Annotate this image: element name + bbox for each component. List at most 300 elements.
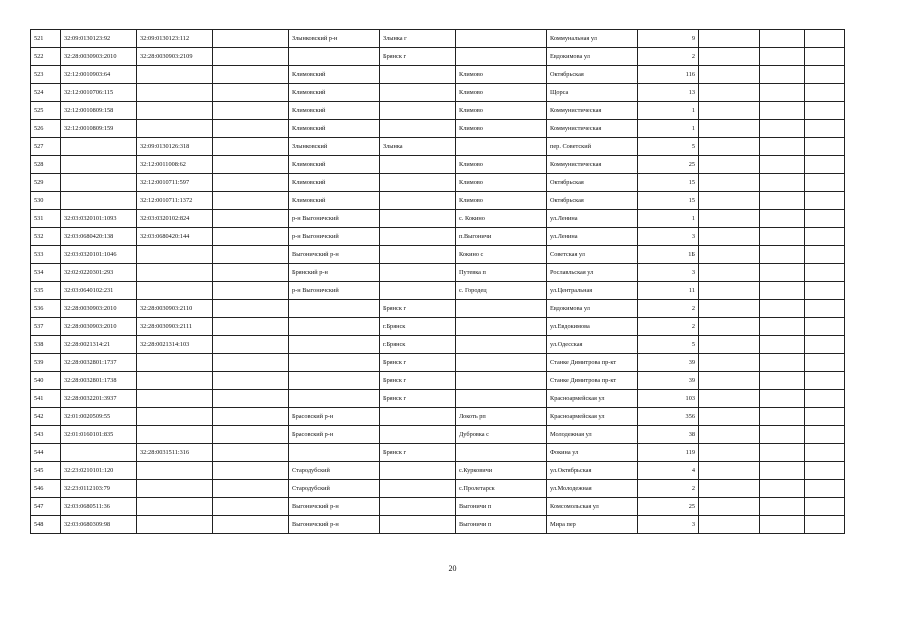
district-cell <box>289 300 380 318</box>
table-row <box>31 408 845 426</box>
cadastral-number-cell: 32:09:0130123:92 <box>61 30 137 48</box>
city-cell: Брянск г <box>380 354 456 372</box>
table-row <box>31 156 845 174</box>
street-cell: Молодежная ул <box>547 426 638 444</box>
cadastral-number-cell: 32:28:0030903:2010 <box>61 318 137 336</box>
extra-cell-1 <box>699 372 760 390</box>
house-number-cell: 25 <box>638 156 699 174</box>
house-number-cell: 11 <box>638 282 699 300</box>
district-cell: Злынковский р-н <box>289 30 380 48</box>
house-number-cell: 15 <box>638 192 699 210</box>
street-cell: ул.Молодежная <box>547 480 638 498</box>
locality-cell <box>456 354 547 372</box>
locality-cell <box>456 300 547 318</box>
extra-cell-3 <box>805 318 845 336</box>
extra-cadastral-cell <box>213 30 289 48</box>
extra-cell-2 <box>760 264 805 282</box>
district-cell: р-н Выгоничский <box>289 282 380 300</box>
extra-cell-3 <box>805 408 845 426</box>
row-number-cell: 523 <box>31 66 61 84</box>
district-cell <box>289 444 380 462</box>
extra-cell-2 <box>760 30 805 48</box>
street-cell: Октябрьская <box>547 66 638 84</box>
extra-cadastral-cell <box>213 282 289 300</box>
room-cadastral-number-cell: 32:28:0030903:2110 <box>137 300 213 318</box>
table-row <box>31 228 845 246</box>
table-row <box>31 120 845 138</box>
house-number-cell: 13 <box>638 84 699 102</box>
extra-cell-2 <box>760 516 805 534</box>
locality-cell <box>456 138 547 156</box>
extra-cell-2 <box>760 156 805 174</box>
extra-cadastral-cell <box>213 444 289 462</box>
table-row <box>31 192 845 210</box>
page-number: 20 <box>448 564 457 573</box>
house-number-cell: 2 <box>638 300 699 318</box>
room-cadastral-number-cell <box>137 390 213 408</box>
extra-cadastral-cell <box>213 390 289 408</box>
extra-cell-1 <box>699 498 760 516</box>
city-cell <box>380 408 456 426</box>
extra-cell-1 <box>699 48 760 66</box>
cadastral-number-cell: 32:28:0032801:1738 <box>61 372 137 390</box>
cadastral-number-cell: 32:03:0640102:231 <box>61 282 137 300</box>
district-cell: Климовский <box>289 174 380 192</box>
district-cell: Выгоничский р-н <box>289 498 380 516</box>
street-cell: Коммунальная ул <box>547 30 638 48</box>
cadastral-number-cell: 32:28:0032801:1737 <box>61 354 137 372</box>
locality-cell: с. Городец <box>456 282 547 300</box>
locality-cell: Кокино с <box>456 246 547 264</box>
city-cell: Брянск г <box>380 390 456 408</box>
table-row <box>31 174 845 192</box>
cadastral-number-cell <box>61 138 137 156</box>
extra-cell-2 <box>760 210 805 228</box>
house-number-cell: 39 <box>638 372 699 390</box>
cadastral-number-cell: 32:03:0320101:1046 <box>61 246 137 264</box>
cadastral-number-cell <box>61 444 137 462</box>
cadastral-number-cell: 32:28:0021314:21 <box>61 336 137 354</box>
district-cell: Брянский р-н <box>289 264 380 282</box>
extra-cell-3 <box>805 66 845 84</box>
extra-cell-3 <box>805 354 845 372</box>
city-cell <box>380 228 456 246</box>
house-number-cell: 103 <box>638 390 699 408</box>
city-cell: Брянск г <box>380 444 456 462</box>
house-number-cell: 2 <box>638 480 699 498</box>
locality-cell: Климово <box>456 192 547 210</box>
street-cell: ул.Октябрьская <box>547 462 638 480</box>
extra-cell-1 <box>699 66 760 84</box>
extra-cadastral-cell <box>213 84 289 102</box>
cadastral-number-cell: 32:02:0220301:293 <box>61 264 137 282</box>
locality-cell: с. Кокино <box>456 210 547 228</box>
extra-cadastral-cell <box>213 102 289 120</box>
street-cell: ул.Ленина <box>547 228 638 246</box>
row-number-cell: 547 <box>31 498 61 516</box>
extra-cadastral-cell <box>213 480 289 498</box>
locality-cell: Выгоничи п <box>456 516 547 534</box>
house-number-cell: 1 <box>638 210 699 228</box>
room-cadastral-number-cell <box>137 426 213 444</box>
extra-cell-1 <box>699 300 760 318</box>
house-number-cell: 15 <box>638 174 699 192</box>
row-number-cell: 530 <box>31 192 61 210</box>
extra-cell-2 <box>760 390 805 408</box>
table-row <box>31 30 845 48</box>
city-cell: Злынка <box>380 138 456 156</box>
extra-cell-2 <box>760 336 805 354</box>
table-row <box>31 354 845 372</box>
street-cell: Станке Димитрова пр-кт <box>547 354 638 372</box>
extra-cell-1 <box>699 264 760 282</box>
city-cell <box>380 282 456 300</box>
district-cell <box>289 318 380 336</box>
row-number-cell: 546 <box>31 480 61 498</box>
room-cadastral-number-cell <box>137 408 213 426</box>
row-number-cell: 541 <box>31 390 61 408</box>
extra-cell-3 <box>805 138 845 156</box>
extra-cell-1 <box>699 336 760 354</box>
house-number-cell: 356 <box>638 408 699 426</box>
extra-cadastral-cell <box>213 246 289 264</box>
district-cell: Стародубский <box>289 462 380 480</box>
room-cadastral-number-cell <box>137 282 213 300</box>
extra-cell-3 <box>805 480 845 498</box>
row-number-cell: 542 <box>31 408 61 426</box>
house-number-cell: 1 <box>638 102 699 120</box>
extra-cell-3 <box>805 156 845 174</box>
row-number-cell: 540 <box>31 372 61 390</box>
room-cadastral-number-cell <box>137 462 213 480</box>
extra-cell-2 <box>760 192 805 210</box>
district-cell: Злынковский <box>289 138 380 156</box>
locality-cell <box>456 390 547 408</box>
table-row <box>31 264 845 282</box>
extra-cadastral-cell <box>213 228 289 246</box>
locality-cell: Климово <box>456 174 547 192</box>
room-cadastral-number-cell <box>137 246 213 264</box>
extra-cell-2 <box>760 372 805 390</box>
extra-cell-2 <box>760 174 805 192</box>
locality-cell: Путевка п <box>456 264 547 282</box>
street-cell: ул.Одесская <box>547 336 638 354</box>
table-row <box>31 282 845 300</box>
house-number-cell: 119 <box>638 444 699 462</box>
table-row <box>31 336 845 354</box>
room-cadastral-number-cell: 32:28:0030903:2109 <box>137 48 213 66</box>
house-number-cell: 5 <box>638 336 699 354</box>
extra-cadastral-cell <box>213 336 289 354</box>
row-number-cell: 524 <box>31 84 61 102</box>
locality-cell: с.Пролетарск <box>456 480 547 498</box>
extra-cell-3 <box>805 120 845 138</box>
cadastral-number-cell: 32:12:0010809:158 <box>61 102 137 120</box>
room-cadastral-number-cell <box>137 354 213 372</box>
room-cadastral-number-cell <box>137 264 213 282</box>
district-cell: Климовский <box>289 66 380 84</box>
extra-cell-1 <box>699 120 760 138</box>
extra-cell-1 <box>699 282 760 300</box>
extra-cell-1 <box>699 156 760 174</box>
locality-cell: п.Выгоничи <box>456 228 547 246</box>
row-number-cell: 521 <box>31 30 61 48</box>
extra-cell-2 <box>760 102 805 120</box>
district-cell: Климовский <box>289 84 380 102</box>
city-cell: г.Брянск <box>380 318 456 336</box>
house-number-cell: 2 <box>638 318 699 336</box>
locality-cell: Климово <box>456 84 547 102</box>
locality-cell <box>456 48 547 66</box>
room-cadastral-number-cell: 32:09:0130126:318 <box>137 138 213 156</box>
extra-cell-2 <box>760 354 805 372</box>
district-cell: Выгоничский р-н <box>289 246 380 264</box>
cadastral-number-cell: 32:12:0010903:64 <box>61 66 137 84</box>
room-cadastral-number-cell <box>137 120 213 138</box>
locality-cell <box>456 336 547 354</box>
extra-cadastral-cell <box>213 192 289 210</box>
extra-cell-1 <box>699 84 760 102</box>
table-row <box>31 390 845 408</box>
table-row <box>31 318 845 336</box>
extra-cell-2 <box>760 84 805 102</box>
extra-cadastral-cell <box>213 408 289 426</box>
table-row <box>31 300 845 318</box>
district-cell: Выгоничский р-н <box>289 516 380 534</box>
extra-cell-2 <box>760 300 805 318</box>
city-cell <box>380 120 456 138</box>
house-number-cell: 4 <box>638 462 699 480</box>
house-number-cell: 1 <box>638 120 699 138</box>
locality-cell: Локоть рп <box>456 408 547 426</box>
street-cell: пер. Советский <box>547 138 638 156</box>
room-cadastral-number-cell: 32:12:0010711:597 <box>137 174 213 192</box>
street-cell: Красноармейская ул <box>547 390 638 408</box>
row-number-cell: 532 <box>31 228 61 246</box>
room-cadastral-number-cell <box>137 84 213 102</box>
cadastral-number-cell: 32:23:0112103:79 <box>61 480 137 498</box>
extra-cadastral-cell <box>213 372 289 390</box>
room-cadastral-number-cell: 32:12:0011008:62 <box>137 156 213 174</box>
table-row <box>31 48 845 66</box>
city-cell <box>380 480 456 498</box>
district-cell: р-н Выгоничский <box>289 228 380 246</box>
house-number-cell: 25 <box>638 498 699 516</box>
table-row <box>31 372 845 390</box>
city-cell: г.Брянск <box>380 336 456 354</box>
extra-cell-1 <box>699 354 760 372</box>
row-number-cell: 548 <box>31 516 61 534</box>
city-cell <box>380 426 456 444</box>
city-cell: Брянск г <box>380 300 456 318</box>
extra-cadastral-cell <box>213 498 289 516</box>
extra-cell-1 <box>699 138 760 156</box>
street-cell: Октябрьская <box>547 174 638 192</box>
extra-cell-1 <box>699 462 760 480</box>
extra-cell-2 <box>760 120 805 138</box>
extra-cadastral-cell <box>213 462 289 480</box>
extra-cell-3 <box>805 48 845 66</box>
table-row <box>31 444 845 462</box>
room-cadastral-number-cell: 32:28:0021314:103 <box>137 336 213 354</box>
extra-cadastral-cell <box>213 210 289 228</box>
city-cell <box>380 210 456 228</box>
room-cadastral-number-cell <box>137 66 213 84</box>
house-number-cell: 38 <box>638 426 699 444</box>
room-cadastral-number-cell: 32:28:0031511:316 <box>137 444 213 462</box>
row-number-cell: 525 <box>31 102 61 120</box>
row-number-cell: 537 <box>31 318 61 336</box>
city-cell <box>380 246 456 264</box>
cadastral-number-cell: 32:12:0010809:159 <box>61 120 137 138</box>
district-cell: Брасовский р-н <box>289 408 380 426</box>
street-cell: Евдокимова ул <box>547 300 638 318</box>
cadastral-number-cell: 32:28:0030903:2010 <box>61 300 137 318</box>
room-cadastral-number-cell <box>137 480 213 498</box>
extra-cell-1 <box>699 390 760 408</box>
extra-cell-1 <box>699 426 760 444</box>
street-cell: Евдокимова ул <box>547 48 638 66</box>
locality-cell <box>456 318 547 336</box>
street-cell: Комсомольская ул <box>547 498 638 516</box>
street-cell: ул.Центральная <box>547 282 638 300</box>
street-cell: Октябрьская <box>547 192 638 210</box>
city-cell <box>380 264 456 282</box>
room-cadastral-number-cell <box>137 102 213 120</box>
house-number-cell: 1Б <box>638 246 699 264</box>
row-number-cell: 534 <box>31 264 61 282</box>
city-cell <box>380 84 456 102</box>
extra-cell-2 <box>760 444 805 462</box>
city-cell <box>380 156 456 174</box>
extra-cell-1 <box>699 102 760 120</box>
street-cell: Советская ул <box>547 246 638 264</box>
extra-cell-3 <box>805 426 845 444</box>
row-number-cell: 529 <box>31 174 61 192</box>
extra-cell-2 <box>760 48 805 66</box>
row-number-cell: 538 <box>31 336 61 354</box>
row-number-cell: 522 <box>31 48 61 66</box>
extra-cadastral-cell <box>213 138 289 156</box>
house-number-cell: 39 <box>638 354 699 372</box>
table-row <box>31 84 845 102</box>
extra-cell-1 <box>699 516 760 534</box>
extra-cell-1 <box>699 30 760 48</box>
row-number-cell: 544 <box>31 444 61 462</box>
room-cadastral-number-cell: 32:12:0010711:1372 <box>137 192 213 210</box>
street-cell: ул.Евдокимова <box>547 318 638 336</box>
cadastral-number-cell: 32:03:0680511:36 <box>61 498 137 516</box>
registry-table <box>30 29 845 534</box>
street-cell: Мира пер <box>547 516 638 534</box>
extra-cell-2 <box>760 66 805 84</box>
row-number-cell: 526 <box>31 120 61 138</box>
district-cell <box>289 390 380 408</box>
extra-cell-2 <box>760 318 805 336</box>
locality-cell: с.Курковичи <box>456 462 547 480</box>
extra-cell-1 <box>699 480 760 498</box>
house-number-cell: 116 <box>638 66 699 84</box>
extra-cell-3 <box>805 30 845 48</box>
extra-cell-1 <box>699 192 760 210</box>
row-number-cell: 535 <box>31 282 61 300</box>
cadastral-number-cell: 32:28:0030903:2010 <box>61 48 137 66</box>
room-cadastral-number-cell: 32:28:0030903:2111 <box>137 318 213 336</box>
cadastral-number-cell: 32:03:0680309:98 <box>61 516 137 534</box>
row-number-cell: 533 <box>31 246 61 264</box>
extra-cadastral-cell <box>213 156 289 174</box>
extra-cadastral-cell <box>213 354 289 372</box>
city-cell: Брянск г <box>380 48 456 66</box>
extra-cell-2 <box>760 480 805 498</box>
street-cell: Станке Димитрова пр-кт <box>547 372 638 390</box>
district-cell: Климовский <box>289 102 380 120</box>
extra-cell-2 <box>760 282 805 300</box>
table-body <box>31 30 845 534</box>
table-row <box>31 246 845 264</box>
city-cell <box>380 174 456 192</box>
city-cell <box>380 66 456 84</box>
extra-cadastral-cell <box>213 318 289 336</box>
extra-cell-3 <box>805 174 845 192</box>
extra-cell-2 <box>760 408 805 426</box>
cadastral-number-cell: 32:23:0210101:120 <box>61 462 137 480</box>
city-cell <box>380 516 456 534</box>
locality-cell: Климово <box>456 66 547 84</box>
locality-cell: Выгоничи п <box>456 498 547 516</box>
extra-cadastral-cell <box>213 264 289 282</box>
street-cell: Коммунистическая <box>547 102 638 120</box>
room-cadastral-number-cell <box>137 516 213 534</box>
house-number-cell: 3 <box>638 228 699 246</box>
extra-cadastral-cell <box>213 300 289 318</box>
extra-cell-2 <box>760 138 805 156</box>
table-row <box>31 480 845 498</box>
locality-cell: Климово <box>456 102 547 120</box>
extra-cell-3 <box>805 300 845 318</box>
extra-cell-3 <box>805 462 845 480</box>
extra-cell-2 <box>760 462 805 480</box>
table-row <box>31 66 845 84</box>
street-cell: Коммунистическая <box>547 156 638 174</box>
extra-cell-3 <box>805 336 845 354</box>
city-cell <box>380 102 456 120</box>
cadastral-number-cell <box>61 156 137 174</box>
city-cell <box>380 462 456 480</box>
cadastral-number-cell <box>61 192 137 210</box>
extra-cadastral-cell <box>213 48 289 66</box>
district-cell: Климовский <box>289 120 380 138</box>
row-number-cell: 531 <box>31 210 61 228</box>
cadastral-number-cell: 32:01:0020509:55 <box>61 408 137 426</box>
city-cell <box>380 498 456 516</box>
locality-cell: Климово <box>456 120 547 138</box>
extra-cadastral-cell <box>213 120 289 138</box>
extra-cadastral-cell <box>213 66 289 84</box>
table-row <box>31 498 845 516</box>
district-cell <box>289 354 380 372</box>
extra-cell-3 <box>805 444 845 462</box>
district-cell: р-н Выгоничский <box>289 210 380 228</box>
extra-cell-3 <box>805 210 845 228</box>
street-cell: Фокина ул <box>547 444 638 462</box>
table-row <box>31 210 845 228</box>
row-number-cell: 543 <box>31 426 61 444</box>
cadastral-number-cell: 32:03:0680420:138 <box>61 228 137 246</box>
district-cell: Климовский <box>289 192 380 210</box>
house-number-cell: 3 <box>638 264 699 282</box>
street-cell: ул.Ленина <box>547 210 638 228</box>
